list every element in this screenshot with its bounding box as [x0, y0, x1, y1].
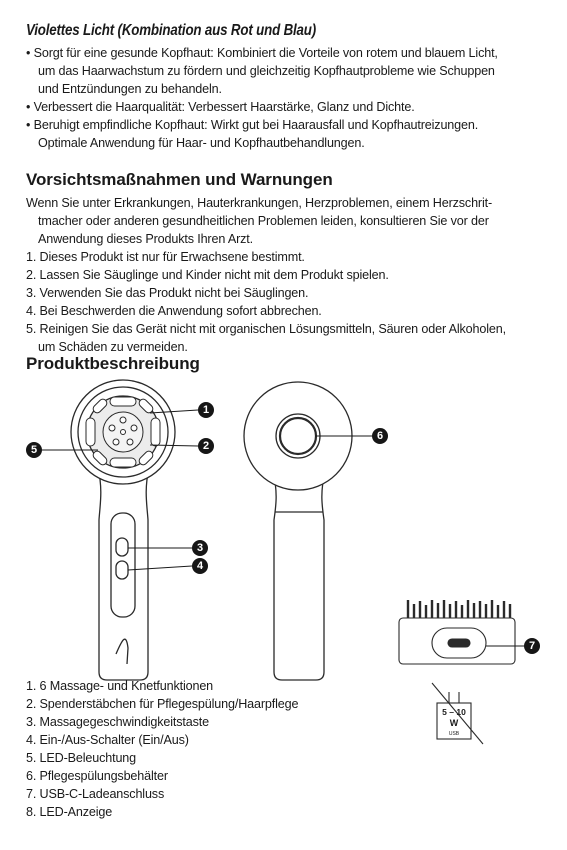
warning-line: 4. Bei Beschwerden die Anwendung sofort abbrechen. [26, 304, 322, 318]
warning-line: um Schäden zu vermeiden. [38, 340, 188, 354]
device-back-view [244, 382, 352, 680]
warning-line: 1. Dieses Produkt ist nur für Erwachsene bestimmt. [26, 250, 305, 264]
part-list-item: 6. Pflegespülungsbehälter [26, 769, 168, 783]
part-list-item: 7. USB-C-Ladeanschluss [26, 787, 165, 801]
device-bottom-view [399, 600, 515, 664]
violet-bullet-line: Optimale Anwendung für Haar- und Kopfhautbehandlungen. [38, 136, 365, 150]
violet-bullet-line: • Beruhigt empfindliche Kopfhaut: Wirkt gut bei Haarausfall und Kopfhautreizungen. [26, 118, 479, 132]
warning-line: Anwendung dieses Produkts Ihren Arzt. [38, 232, 253, 246]
adapter-range-label: 5 – 10 [442, 707, 466, 717]
section-title-violet-light: Violettes Licht (Kombination aus Rot und Blau) [26, 22, 317, 39]
part-list-item: 2. Spenderstäbchen für Pflegespülung/Haarpflege [26, 697, 299, 711]
part-list-item: 4. Ein-/Aus-Schalter (Ein/Aus) [26, 733, 189, 747]
adapter-unit-label: W [449, 718, 459, 728]
violet-bullet-line: • Verbessert die Haarqualität: Verbessert Haarstärke, Glanz und Dichte. [26, 100, 415, 114]
warning-line: tmacher oder anderen gesundheitlichen Problemen leiden, konsultieren Sie vor der [38, 214, 489, 228]
callout-marker-7: 7 [524, 638, 540, 654]
violet-bullet-line: • Sorgt für eine gesunde Kopfhaut: Kombiniert die Vorteile von rotem und blauem Licht, [26, 46, 498, 60]
warning-line: Wenn Sie unter Erkrankungen, Hauterkrankungen, Herzproblemen, einem Herzschrit- [26, 196, 493, 210]
section-title-warnings: Vorsichtsmaßnahmen und Warnungen [26, 170, 333, 189]
massage-nodes [103, 412, 143, 452]
violet-bullet-line: und Entzündungen zu behandeln. [38, 82, 222, 96]
warning-line: 2. Lassen Sie Säuglinge und Kinder nicht mit dem Produkt spielen. [26, 268, 389, 282]
adapter-type-label: USB [448, 731, 460, 737]
callout-marker-4: 4 [192, 558, 208, 574]
callout-marker-2: 2 [198, 438, 214, 454]
part-list-item: 5. LED-Beleuchtung [26, 751, 137, 765]
callout-marker-6: 6 [372, 428, 388, 444]
part-list-item: 8. LED-Anzeige [26, 805, 113, 819]
part-list-item: 3. Massagegeschwindigkeitstaste [26, 715, 209, 729]
section-title-product-description: Produktbeschreibung [26, 354, 200, 373]
warning-line: 5. Reinigen Sie das Gerät nicht mit organischen Lösungsmitteln, Säuren oder Alkoholen, [26, 322, 506, 336]
warning-line: 3. Verwenden Sie das Produkt nicht bei Säuglingen. [26, 286, 309, 300]
callout-marker-5: 5 [26, 442, 42, 458]
callout-marker-1: 1 [198, 402, 214, 418]
part-list-item: 1. 6 Massage- und Knetfunktionen [26, 679, 214, 693]
violet-bullet-line: um das Haarwachstum zu fördern und gleichzeitig Kopfhautprobleme wie Schuppen [38, 64, 495, 78]
callout-marker-3: 3 [192, 540, 208, 556]
